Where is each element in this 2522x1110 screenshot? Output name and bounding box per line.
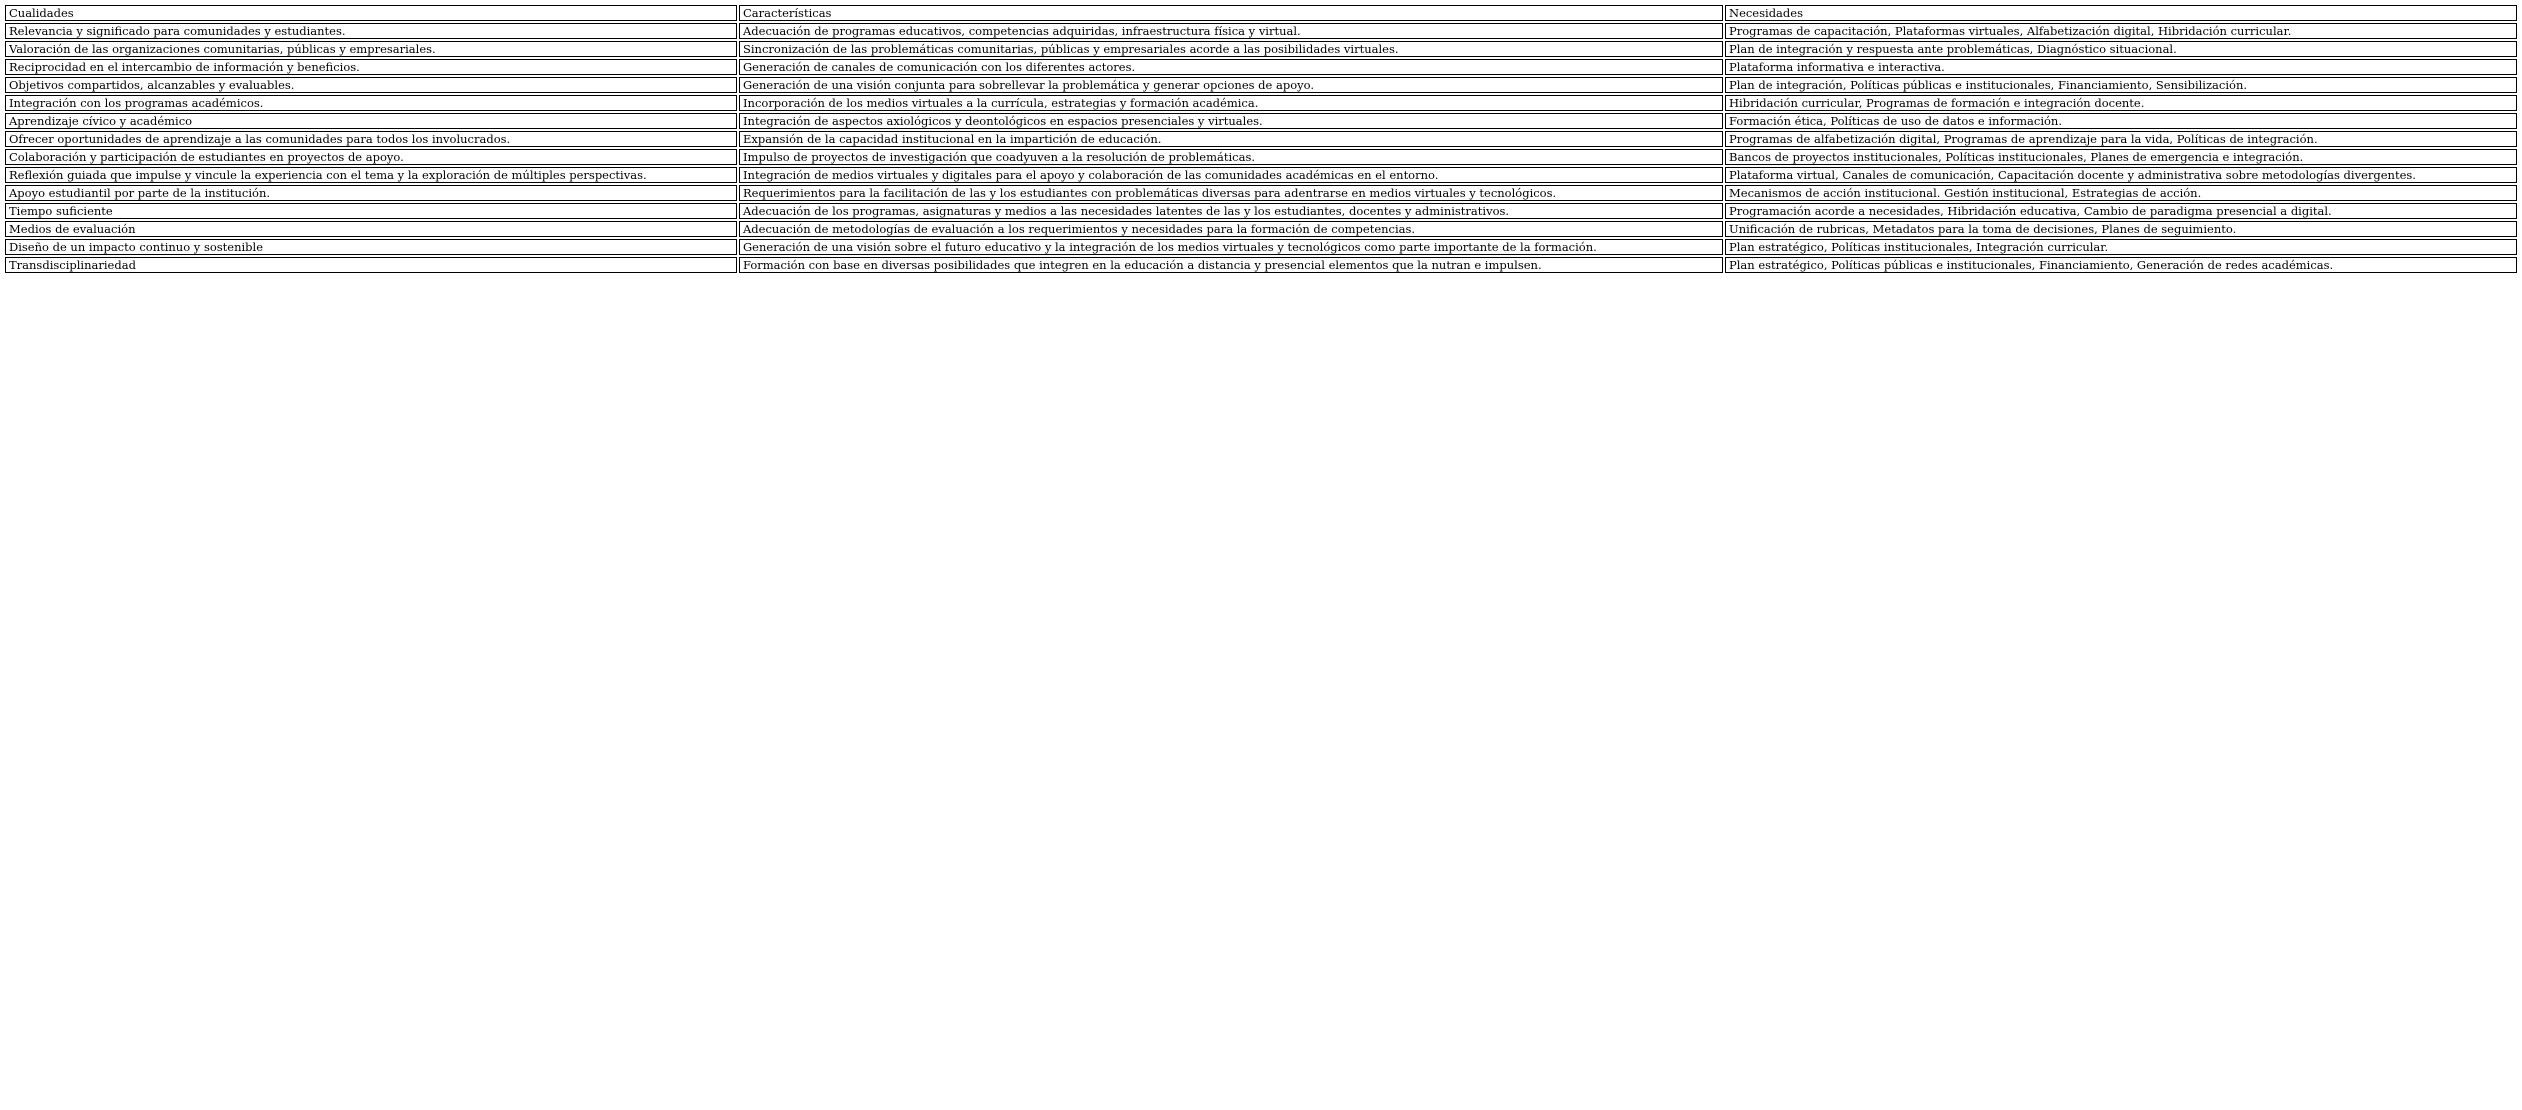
table-cell: Aprendizaje cívico y académico bbox=[5, 113, 737, 129]
table-row bbox=[5, 167, 2517, 183]
table-cell: Integración de aspectos axiológicos y deontológicos en espacios presenciales y virtuales. bbox=[739, 113, 1723, 129]
table-cell: Colaboración y participación de estudiantes en proyectos de apoyo. bbox=[5, 149, 737, 165]
table-row bbox=[5, 203, 2517, 219]
table-cell: Expansión de la capacidad institucional en la impartición de educación. bbox=[739, 131, 1723, 147]
table-cell: Diseño de un impacto continuo y sostenible bbox=[5, 239, 737, 255]
table-row bbox=[5, 95, 2517, 111]
qualities-characteristics-needs-table bbox=[3, 3, 2519, 275]
table-cell: Medios de evaluación bbox=[5, 221, 737, 237]
table-cell: Sincronización de las problemáticas comunitarias, públicas y empresariales acorde a las posibilidades virtuales. bbox=[739, 41, 1723, 57]
table-cell: Adecuación de metodologías de evaluación a los requerimientos y necesidades para la formación de competencias. bbox=[739, 221, 1723, 237]
table-cell: Generación de canales de comunicación con los diferentes actores. bbox=[739, 59, 1723, 75]
table-cell: Generación de una visión conjunta para sobrellevar la problemática y generar opciones de apoyo. bbox=[739, 77, 1723, 93]
table-cell: Unificación de rubricas, Metadatos para la toma de decisiones, Planes de seguimiento. bbox=[1725, 221, 2517, 237]
table-cell: Programas de alfabetización digital, Programas de aprendizaje para la vida, Políticas de integración. bbox=[1725, 131, 2517, 147]
table-header-row bbox=[5, 5, 2517, 21]
table-row bbox=[5, 41, 2517, 57]
table-cell: Reflexión guiada que impulse y vincule la experiencia con el tema y la exploración de múltiples perspectivas. bbox=[5, 167, 737, 183]
table-row bbox=[5, 23, 2517, 39]
table-cell: Tiempo suficiente bbox=[5, 203, 737, 219]
table-cell: Programas de capacitación, Plataformas virtuales, Alfabetización digital, Hibridación curricular. bbox=[1725, 23, 2517, 39]
table-cell: Adecuación de programas educativos, competencias adquiridas, infraestructura física y virtual. bbox=[739, 23, 1723, 39]
column-header: Cualidades bbox=[5, 5, 737, 21]
table-cell: Incorporación de los medios virtuales a la currícula, estrategias y formación académica. bbox=[739, 95, 1723, 111]
table-cell: Formación con base en diversas posibilidades que integren en la educación a distancia y presencial elementos que la nutran e impulsen. bbox=[739, 257, 1723, 273]
table-cell: Relevancia y significado para comunidades y estudiantes. bbox=[5, 23, 737, 39]
table-row bbox=[5, 257, 2517, 273]
table-row bbox=[5, 77, 2517, 93]
table-cell: Hibridación curricular, Programas de formación e integración docente. bbox=[1725, 95, 2517, 111]
table-row bbox=[5, 239, 2517, 255]
table-cell: Ofrecer oportunidades de aprendizaje a las comunidades para todos los involucrados. bbox=[5, 131, 737, 147]
table-cell: Adecuación de los programas, asignaturas y medios a las necesidades latentes de las y los estudiantes, docentes y administrativos. bbox=[739, 203, 1723, 219]
table-cell: Plataforma informativa e interactiva. bbox=[1725, 59, 2517, 75]
table-cell: Reciprocidad en el intercambio de información y beneficios. bbox=[5, 59, 737, 75]
table-cell: Requerimientos para la facilitación de las y los estudiantes con problemáticas diversas para adentrarse en medios virtuales y tecnológicos. bbox=[739, 185, 1723, 201]
column-header: Necesidades bbox=[1725, 5, 2517, 21]
table-row bbox=[5, 221, 2517, 237]
table-cell: Apoyo estudiantil por parte de la institución. bbox=[5, 185, 737, 201]
table-cell: Plan de integración y respuesta ante problemáticas, Diagnóstico situacional. bbox=[1725, 41, 2517, 57]
table-row bbox=[5, 113, 2517, 129]
column-header: Características bbox=[739, 5, 1723, 21]
table-cell: Plan estratégico, Políticas institucionales, Integración curricular. bbox=[1725, 239, 2517, 255]
table-cell: Formación ética, Políticas de uso de datos e información. bbox=[1725, 113, 2517, 129]
table-row bbox=[5, 131, 2517, 147]
table-cell: Transdisciplinariedad bbox=[5, 257, 737, 273]
table-row bbox=[5, 185, 2517, 201]
table-cell: Integración de medios virtuales y digitales para el apoyo y colaboración de las comunidades académicas en el entorno. bbox=[739, 167, 1723, 183]
table-body bbox=[5, 23, 2517, 273]
table-cell: Bancos de proyectos institucionales, Políticas institucionales, Planes de emergencia e integración. bbox=[1725, 149, 2517, 165]
table-cell: Plan estratégico, Políticas públicas e institucionales, Financiamiento, Generación de redes académicas. bbox=[1725, 257, 2517, 273]
table-row bbox=[5, 149, 2517, 165]
table-cell: Plan de integración, Políticas públicas e institucionales, Financiamiento, Sensibilización. bbox=[1725, 77, 2517, 93]
table-cell: Valoración de las organizaciones comunitarias, públicas y empresariales. bbox=[5, 41, 737, 57]
table-cell: Impulso de proyectos de investigación que coadyuven a la resolución de problemáticas. bbox=[739, 149, 1723, 165]
table-cell: Plataforma virtual, Canales de comunicación, Capacitación docente y administrativa sobre metodologías divergentes. bbox=[1725, 167, 2517, 183]
table-cell: Mecanismos de acción institucional. Gestión institucional, Estrategias de acción. bbox=[1725, 185, 2517, 201]
table-cell: Programación acorde a necesidades, Hibridación educativa, Cambio de paradigma presencial a digital. bbox=[1725, 203, 2517, 219]
table-cell: Generación de una visión sobre el futuro educativo y la integración de los medios virtuales y tecnológicos como parte importante de la formación. bbox=[739, 239, 1723, 255]
table-row bbox=[5, 59, 2517, 75]
table-cell: Integración con los programas académicos. bbox=[5, 95, 737, 111]
table-cell: Objetivos compartidos, alcanzables y evaluables. bbox=[5, 77, 737, 93]
